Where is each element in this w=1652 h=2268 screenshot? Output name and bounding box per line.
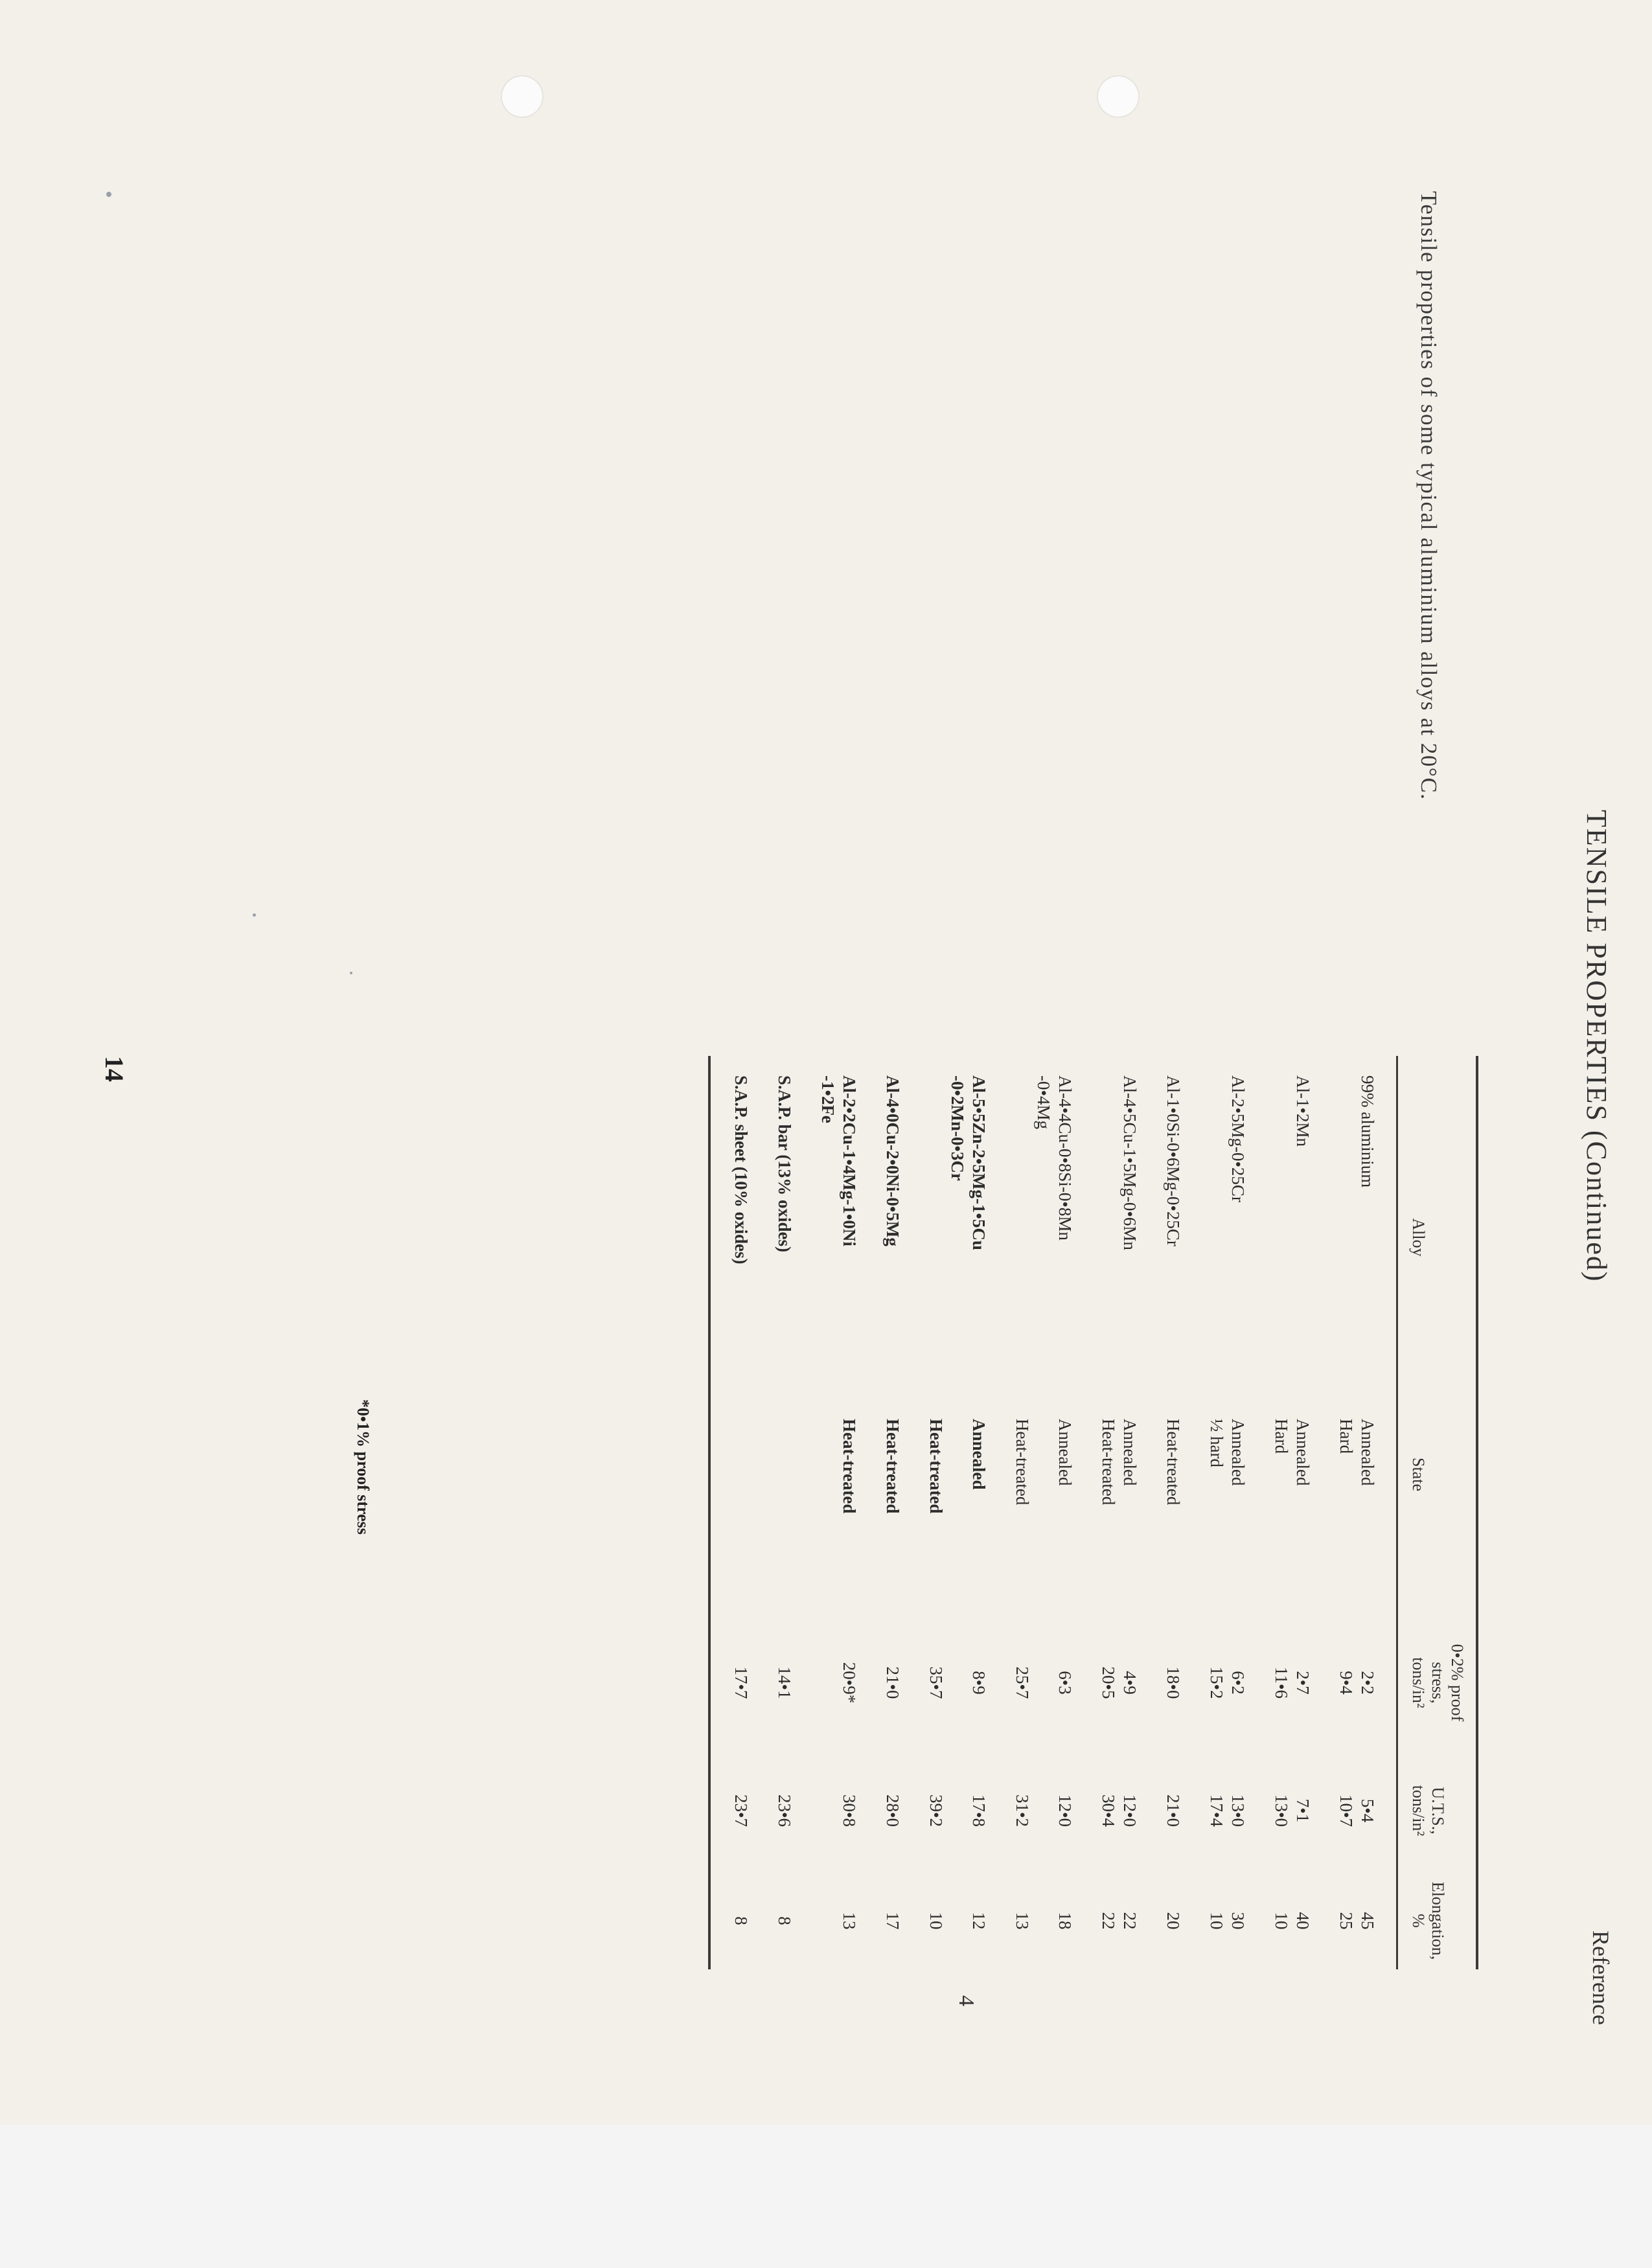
- cell-proof-stress-text: 14•1: [775, 1666, 795, 1699]
- cell-elongation: [1162, 1872, 1206, 1969]
- cell-uts: [1335, 1749, 1357, 1872]
- cell-elongation: [817, 1872, 882, 1969]
- cell-alloy-text: Al-2•2Cu-1•4Mg-1•0Ni: [840, 1075, 860, 1246]
- cell-proof-stress-text: 25•7: [1013, 1666, 1033, 1699]
- cell-uts: [709, 1749, 774, 1872]
- cell-state: [817, 1419, 882, 1616]
- cell-elongation: [882, 1872, 925, 1969]
- cell-alloy: [1097, 1056, 1119, 1419]
- cell-alloy: [1033, 1056, 1097, 1419]
- header-uts: [1397, 1749, 1477, 1872]
- footnote: *0•1% proof stress: [354, 1399, 373, 1535]
- cell-proof-stress: [1270, 1616, 1292, 1749]
- table-row: [774, 1056, 817, 1969]
- header-elong-line1: Elongation,: [1428, 1881, 1448, 1960]
- cell-elongation-text: 25: [1337, 1912, 1357, 1930]
- cell-uts: [946, 1749, 1011, 1872]
- cell-elongation-text: 22: [1099, 1912, 1119, 1930]
- cell-uts-text: 7•1: [1293, 1798, 1313, 1823]
- cell-state-text: Annealed: [1228, 1419, 1248, 1486]
- cell-alloy-continuation: -1•2Fe: [818, 1075, 838, 1123]
- cell-elongation: [1011, 1872, 1033, 1969]
- cell-proof-stress: [817, 1616, 882, 1749]
- table-row: [946, 1056, 1011, 1969]
- cell-alloy: [774, 1056, 817, 1419]
- cell-proof-stress-text: 20•9*: [840, 1662, 860, 1704]
- cell-proof-stress: [1227, 1616, 1270, 1749]
- cell-state: [1011, 1419, 1033, 1616]
- cell-uts-text: 30•4: [1099, 1794, 1119, 1827]
- cell-proof-stress: [882, 1616, 925, 1749]
- table-row: [1292, 1056, 1335, 1969]
- cell-proof-stress: [1162, 1616, 1206, 1749]
- cell-alloy: [817, 1056, 882, 1419]
- cell-uts: [1011, 1749, 1033, 1872]
- cell-alloy: [925, 1056, 946, 1419]
- cell-state: [1097, 1419, 1119, 1616]
- cell-alloy: [1270, 1056, 1292, 1419]
- cell-proof-stress-text: 9•4: [1337, 1671, 1357, 1695]
- cell-uts: [817, 1749, 882, 1872]
- cell-elongation-text: 10: [1272, 1912, 1292, 1930]
- cell-alloy: [1206, 1056, 1227, 1419]
- cell-elongation-text: 17: [883, 1912, 903, 1930]
- cell-elongation-text: 45: [1358, 1912, 1378, 1930]
- cell-elongation: [1227, 1872, 1270, 1969]
- cell-uts: [1270, 1749, 1292, 1872]
- cell-state: [1227, 1419, 1270, 1616]
- cell-elongation-text: 10: [926, 1912, 946, 1930]
- cell-uts-text: 23•6: [775, 1794, 795, 1827]
- cell-state-text: Hard: [1337, 1419, 1357, 1454]
- cell-state-text: Heat-treated: [1164, 1419, 1184, 1506]
- cell-state-text: Heat-treated: [1013, 1419, 1033, 1506]
- cell-uts: [774, 1749, 817, 1872]
- page-number: 14: [100, 1056, 129, 1082]
- cell-state-text: Heat-treated: [1099, 1419, 1119, 1506]
- cell-alloy-text: Al-2•5Mg-0•25Cr: [1228, 1075, 1248, 1202]
- cell-elongation: [1292, 1872, 1335, 1969]
- cell-state-text: Annealed: [1358, 1419, 1378, 1486]
- cell-elongation: [925, 1872, 946, 1969]
- cell-elongation-text: 13: [840, 1912, 860, 1930]
- cell-uts-text: 12•0: [1055, 1794, 1075, 1827]
- cell-alloy: [946, 1056, 1011, 1419]
- cell-proof-stress: [1097, 1616, 1119, 1749]
- table-row: [1119, 1056, 1162, 1969]
- table-row: [1162, 1056, 1206, 1969]
- cell-proof-stress: [925, 1616, 946, 1749]
- cell-proof-stress: [774, 1616, 817, 1749]
- cell-proof-stress-text: 2•2: [1358, 1671, 1378, 1695]
- table-header-row: [1397, 1056, 1477, 1969]
- cell-proof-stress: [1357, 1616, 1397, 1749]
- cell-uts: [1357, 1749, 1397, 1872]
- cell-uts: [1206, 1749, 1227, 1872]
- cell-state: [774, 1419, 817, 1616]
- cell-proof-stress-text: 4•9: [1120, 1671, 1140, 1695]
- cell-state: [1357, 1419, 1397, 1616]
- cell-alloy: [1227, 1056, 1270, 1419]
- cell-proof-stress-text: 15•2: [1207, 1666, 1227, 1699]
- cell-state: [1033, 1419, 1097, 1616]
- cell-state-text: Heat-treated: [840, 1419, 860, 1514]
- cell-elongation: [1270, 1872, 1292, 1969]
- table-row: [817, 1056, 882, 1969]
- cell-alloy: [1011, 1056, 1033, 1419]
- cell-state-text: Heat-treated: [926, 1419, 946, 1514]
- cell-alloy: [1335, 1056, 1357, 1419]
- cell-proof-stress: [709, 1616, 774, 1749]
- cell-elongation-text: 12: [969, 1912, 989, 1930]
- cell-proof-stress: [1119, 1616, 1162, 1749]
- cell-alloy: [1292, 1056, 1335, 1419]
- cell-elongation-text: 8: [775, 1916, 795, 1925]
- cell-state: [1162, 1419, 1206, 1616]
- cell-proof-stress-text: 6•3: [1055, 1671, 1075, 1695]
- cell-elongation-text: 13: [1013, 1912, 1033, 1930]
- cell-uts-text: 28•0: [883, 1794, 903, 1827]
- cell-elongation: [946, 1872, 1011, 1969]
- cell-state-text: Heat-treated: [883, 1419, 903, 1514]
- header-elong-line2: %: [1409, 1914, 1428, 1928]
- cell-elongation-text: 8: [731, 1916, 751, 1925]
- header-proof-line2: stress,: [1428, 1662, 1448, 1704]
- cell-uts: [1162, 1749, 1206, 1872]
- cell-state-text: Hard: [1272, 1419, 1292, 1454]
- cell-alloy-text: Al-5•5Zn-2•5Mg-1•5Cu: [969, 1075, 989, 1250]
- cell-uts-text: 5•4: [1358, 1798, 1378, 1823]
- cell-uts: [1119, 1749, 1162, 1872]
- table-row: [1206, 1056, 1227, 1969]
- table-row: [1270, 1056, 1292, 1969]
- table-row: [1357, 1056, 1397, 1969]
- cell-alloy-text: Al-4•0Cu-2•0Ni-0•5Mg: [883, 1075, 903, 1246]
- cell-elongation-text: 10: [1207, 1912, 1227, 1930]
- cell-proof-stress-text: 8•9: [969, 1671, 989, 1695]
- cell-uts-text: 13•0: [1228, 1794, 1248, 1827]
- cell-elongation: [1206, 1872, 1227, 1969]
- cell-elongation: [1357, 1872, 1397, 1969]
- cell-elongation: [1119, 1872, 1162, 1969]
- cell-alloy-text: Al-4•5Cu-1•5Mg-0•6Mn: [1120, 1075, 1140, 1250]
- cell-elongation: [1097, 1872, 1119, 1969]
- cell-proof-stress: [946, 1616, 1011, 1749]
- cell-alloy-text: S.A.P. sheet (10% oxides): [731, 1075, 751, 1265]
- cell-elongation: [1335, 1872, 1357, 1969]
- cell-proof-stress-text: 20•5: [1099, 1666, 1119, 1699]
- table-row: [1097, 1056, 1119, 1969]
- reference-label: Reference: [1588, 1930, 1614, 2025]
- cell-state-text: Annealed: [1055, 1419, 1075, 1486]
- cell-state: [882, 1419, 925, 1616]
- table-row: [1335, 1056, 1357, 1969]
- cell-elongation-text: 40: [1293, 1912, 1313, 1930]
- cell-elongation-text: 30: [1228, 1912, 1248, 1930]
- cell-uts-text: 23•7: [731, 1794, 751, 1827]
- cell-uts-text: 12•0: [1120, 1794, 1140, 1827]
- cell-uts: [1292, 1749, 1335, 1872]
- cell-alloy: [1162, 1056, 1206, 1419]
- cell-alloy: [1357, 1056, 1397, 1419]
- cell-elongation-text: 20: [1164, 1912, 1184, 1930]
- tensile-properties-table: [708, 1056, 1478, 1960]
- cell-state: [946, 1419, 1011, 1616]
- cell-state-text: ½ hard: [1207, 1419, 1227, 1467]
- cell-proof-stress: [1206, 1616, 1227, 1749]
- cell-state-text: Annealed: [969, 1419, 989, 1490]
- header-elongation: [1397, 1872, 1477, 1969]
- cell-uts-text: 39•2: [926, 1794, 946, 1827]
- cell-uts: [925, 1749, 946, 1872]
- cell-proof-stress-text: 35•7: [926, 1666, 946, 1699]
- cell-uts-text: 10•7: [1337, 1794, 1357, 1827]
- header-alloy: Alloy: [1397, 1056, 1477, 1419]
- table-row: [925, 1056, 946, 1969]
- table-row: [709, 1056, 774, 1969]
- cell-uts: [1033, 1749, 1097, 1872]
- header-proof-line3: tons/in²: [1409, 1657, 1428, 1708]
- cell-uts: [882, 1749, 925, 1872]
- cell-proof-stress-text: 17•7: [731, 1666, 751, 1699]
- cell-uts: [1227, 1749, 1270, 1872]
- cell-proof-stress: [1335, 1616, 1357, 1749]
- cell-proof-stress-text: 18•0: [1164, 1666, 1184, 1699]
- cell-alloy-text: 99% aluminium: [1358, 1075, 1378, 1188]
- table-row: [882, 1056, 925, 1969]
- page-title: TENSILE PROPERTIES (Continued): [1581, 810, 1612, 1283]
- cell-alloy-continuation: -0•4Mg: [1034, 1075, 1054, 1129]
- cell-state-text: Annealed: [1293, 1419, 1313, 1486]
- cell-state: [1335, 1419, 1357, 1616]
- cell-alloy-text: S.A.P. bar (13% oxides): [775, 1075, 795, 1253]
- cell-alloy: [882, 1056, 925, 1419]
- cell-alloy-text: Al-1•0Si-0•6Mg-0•25Cr: [1164, 1075, 1184, 1246]
- cell-alloy-text: Al-4•4Cu-0•8Si-0•8Mn: [1055, 1075, 1075, 1241]
- cell-uts-text: 17•4: [1207, 1794, 1227, 1827]
- header-proof-stress: [1397, 1616, 1477, 1749]
- cell-state: [925, 1419, 946, 1616]
- cell-alloy: [709, 1056, 774, 1419]
- table-row: [1033, 1056, 1097, 1969]
- cell-elongation-text: 22: [1120, 1912, 1140, 1930]
- cell-proof-stress: [1011, 1616, 1033, 1749]
- cell-uts-text: 31•2: [1013, 1794, 1033, 1827]
- cell-elongation: [1033, 1872, 1097, 1969]
- cell-state-text: Annealed: [1120, 1419, 1140, 1486]
- cell-elongation: [709, 1872, 774, 1969]
- header-uts-line2: tons/in²: [1409, 1785, 1428, 1837]
- cell-alloy: [1119, 1056, 1162, 1419]
- cell-proof-stress-text: 2•7: [1293, 1671, 1313, 1695]
- table-row: [1227, 1056, 1270, 1969]
- cell-proof-stress: [1033, 1616, 1097, 1749]
- cell-proof-stress-text: 21•0: [883, 1666, 903, 1699]
- cell-uts-text: 13•0: [1272, 1794, 1292, 1827]
- table-caption: Tensile properties of some typical aluminium alloys at 20°C.: [1416, 191, 1441, 801]
- cell-proof-stress-text: 11•6: [1272, 1667, 1292, 1699]
- cell-uts-text: 17•8: [969, 1794, 989, 1827]
- cell-state: [1270, 1419, 1292, 1616]
- table-row: [1011, 1056, 1033, 1969]
- table-body: [709, 1056, 1397, 1969]
- section-number: 4: [954, 1995, 978, 2006]
- cell-uts: [1097, 1749, 1119, 1872]
- cell-uts-text: 21•0: [1164, 1794, 1184, 1827]
- header-state: State: [1397, 1419, 1477, 1616]
- cell-uts-text: 30•8: [840, 1794, 860, 1827]
- cell-proof-stress: [1292, 1616, 1335, 1749]
- scanner-bed-margin: [0, 2125, 1652, 2268]
- header-proof-line1: 0•2% proof: [1448, 1644, 1467, 1722]
- cell-elongation: [774, 1872, 817, 1969]
- cell-state: [1119, 1419, 1162, 1616]
- cell-elongation-text: 18: [1055, 1912, 1075, 1930]
- cell-state: [1206, 1419, 1227, 1616]
- cell-state: [709, 1419, 774, 1616]
- cell-proof-stress-text: 6•2: [1228, 1671, 1248, 1695]
- header-uts-line1: U.T.S.,: [1428, 1787, 1448, 1835]
- cell-state: [1292, 1419, 1335, 1616]
- cell-alloy-continuation: -0•2Mn-0•3Cr: [948, 1075, 968, 1181]
- cell-alloy-text: Al-1•2Mn: [1293, 1075, 1313, 1147]
